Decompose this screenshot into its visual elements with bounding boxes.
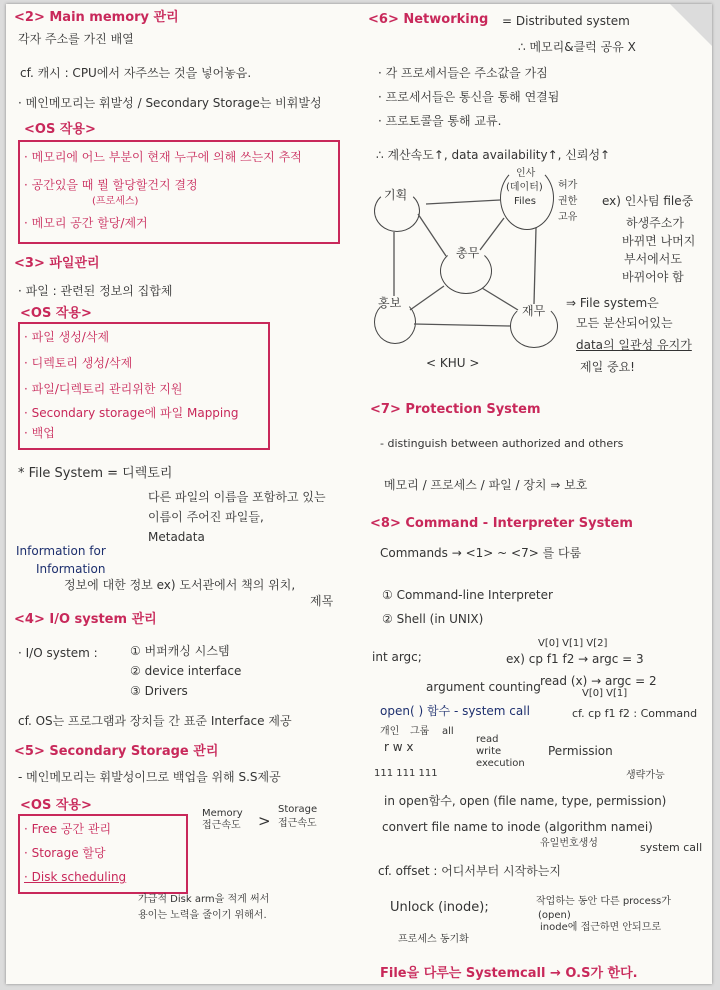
metadata-def-1: Information for — [16, 544, 106, 558]
unlock-note-3: inode에 접근하면 안되므로 — [540, 922, 662, 933]
s2-os-item-2-note: (프로세스) — [92, 196, 139, 207]
example-1: ex) 인사팀 file중 — [602, 194, 694, 208]
speed-compare-sign: > — [258, 812, 271, 830]
section-3-title: <3> 파일관리 — [14, 256, 100, 271]
namei-system-call: system call — [640, 841, 703, 854]
s5-os-item-2: · Storage 할당 — [24, 846, 106, 860]
s6-no-sharing: ∴ 메모리&클럭 공유 X — [518, 40, 636, 54]
metadata-desc-2: 제목 — [310, 594, 334, 608]
notebook-page — [6, 4, 712, 984]
argc-example-1: ex) cp f1 f2 → argc = 3 — [506, 652, 644, 666]
disk-note-1: 가급적 Disk arm을 적게 써서 — [138, 894, 270, 905]
s3-line-1: · 파일 : 관련된 정보의 집합체 — [18, 284, 173, 298]
s2-volatile-note: · 메인메모리는 휘발성 / Secondary Storage는 비휘발성 — [18, 96, 322, 110]
disk-note-2: 용이는 노력을 줄이기 위해서. — [138, 910, 267, 921]
unlock-call: Unlock (inode); — [390, 900, 489, 915]
diagram-caption: < KHU > — [426, 356, 480, 370]
s8-line-2: ① Command-line Interpreter — [382, 588, 553, 602]
perm-execution: execution — [476, 758, 525, 769]
io-system-label: · I/O system : — [18, 646, 98, 660]
s7-line-1: - distinguish between authorized and others — [380, 437, 624, 450]
perm-group: 그룹 — [410, 726, 430, 737]
file-system-def: * File System = 디렉토리 — [18, 466, 173, 481]
fs-conclusion-3: data의 일관성 유지가 — [576, 338, 692, 352]
cp-command-note: cf. cp f1 f2 : Command — [572, 707, 698, 720]
node-finance-label: 재무 — [522, 304, 546, 318]
section-8-title: <8> Command - Interpreter System — [370, 516, 633, 531]
io-item-1: ① 버퍼캐싱 시스템 — [130, 644, 230, 658]
metadata-def-2: Information — [36, 562, 106, 576]
section-2-title: <2> Main memory 관리 — [14, 10, 179, 25]
perm-label-3: 고유 — [558, 212, 578, 223]
fs-conclusion-4: 제일 중요! — [580, 360, 635, 374]
fs-conclusion-2: 모든 분산되어있는 — [576, 316, 673, 330]
argv-indices-top: V[0] V[1] V[2] — [538, 638, 608, 649]
unlock-sub: 프로세스 동기화 — [398, 934, 469, 945]
perm-owner: 개인 — [380, 726, 400, 737]
storage-speed-label: 접근속도 — [278, 818, 317, 829]
example-3: 바뀌면 나머지 — [622, 234, 696, 248]
s3-os-item-3: · 파일/디렉토리 관리위한 지원 — [24, 382, 183, 396]
argv-indices-bottom: V[0] V[1] — [582, 688, 628, 699]
namei-line: convert file name to inode (algorithm namei) — [382, 820, 653, 834]
argc-declaration: int argc; — [372, 650, 422, 664]
s5-os-item-1: · Free 공간 관리 — [24, 822, 112, 836]
open-syscall: open( ) 함수 - system call — [380, 704, 530, 718]
s6-line-2: · 프로세서들은 통신을 통해 연결됨 — [378, 90, 560, 104]
io-item-3: ③ Drivers — [130, 684, 188, 698]
section-4-title: <4> I/O system 관리 — [14, 612, 157, 627]
file-system-desc-2: 이름이 주어진 파일들, — [148, 510, 264, 524]
metadata-desc-1: 정보에 대한 정보 ex) 도서관에서 책의 위치, — [64, 578, 296, 592]
node-hr-data: (데이터) — [506, 182, 543, 193]
section-7-title: <7> Protection System — [370, 402, 541, 417]
open-signature: in open함수, open (file name, type, permission) — [384, 794, 667, 808]
s2-os-item-2: · 공간있을 때 뭘 할당할건지 결정 — [24, 178, 198, 192]
s2-cache-note: cf. 캐시 : CPU에서 자주쓰는 것을 넣어놓음. — [20, 66, 252, 80]
s5-os-item-3: · Disk scheduling — [24, 870, 127, 884]
s2-os-item-3: · 메모리 공간 할당/제거 — [24, 216, 148, 230]
storage-label: Storage — [278, 804, 318, 815]
section-5-title: <5> Secondary Storage 관리 — [14, 744, 219, 759]
s7-line-2: 메모리 / 프로세스 / 파일 / 장치 ⇒ 보호 — [384, 478, 588, 492]
s8-line-1: Commands → <1> ~ <7> 를 다룸 — [380, 546, 582, 560]
example-5: 바뀌어야 함 — [622, 270, 684, 284]
file-system-desc-1: 다른 파일의 이름을 포함하고 있는 — [148, 490, 326, 504]
unlock-note-1: 작업하는 동안 다른 process가 — [536, 896, 671, 907]
footer-note: File을 다루는 Systemcall → O.S가 한다. — [380, 966, 638, 981]
node-hr-label: 인사 — [516, 168, 536, 179]
s3-os-item-2: · 디렉토리 생성/삭제 — [24, 356, 133, 370]
s3-os-title: <OS 작용> — [20, 306, 92, 321]
s2-os-item-1: · 메모리에 어느 부분이 현재 누구에 의해 쓰는지 추적 — [24, 150, 302, 164]
perm-write: write — [476, 746, 502, 757]
perm-read: read — [476, 734, 499, 745]
node-pr-label: 홍보 — [378, 296, 402, 310]
s5-os-title: <OS 작용> — [20, 798, 92, 813]
fs-conclusion-1: ⇒ File system은 — [566, 296, 659, 310]
s5-line-1: - 메인메모리는 휘발성이므로 백업을 위해 S.S제공 — [18, 770, 281, 784]
file-system-desc-3: Metadata — [148, 530, 205, 544]
s3-os-item-4: · Secondary storage에 파일 Mapping — [24, 406, 239, 420]
io-cf-note: cf. OS는 프로그램과 장치들 간 표준 Interface 제공 — [18, 714, 292, 728]
permission-label: Permission — [548, 744, 613, 758]
s8-line-3: ② Shell (in UNIX) — [382, 612, 484, 626]
example-4: 부서에서도 — [624, 252, 682, 266]
memory-label: Memory — [202, 808, 243, 819]
perm-label-1: 허가 — [558, 180, 578, 191]
perm-all: all — [442, 726, 454, 737]
unlock-note-2: (open) — [538, 910, 571, 921]
s3-os-item-1: · 파일 생성/삭제 — [24, 330, 110, 344]
memory-speed-label: 접근속도 — [202, 820, 241, 831]
argument-counting: argument counting — [426, 680, 541, 694]
inode-number-note: 유일번호생성 — [540, 838, 598, 849]
s6-definition: = Distributed system — [502, 14, 630, 28]
s6-line-3: · 프로토콜을 통해 교류. — [378, 114, 502, 128]
perm-rwx: r w x — [384, 740, 414, 754]
argc-example-2: read (x) → argc = 2 — [540, 674, 657, 688]
s6-line-1: · 각 프로세서들은 주소값을 가짐 — [378, 66, 548, 80]
offset-note: cf. offset : 어디서부터 시작하는지 — [378, 864, 561, 878]
node-hr-files: Files — [514, 196, 536, 207]
perm-label-2: 권한 — [558, 196, 578, 207]
section-6-title: <6> Networking — [368, 12, 489, 27]
optional-note: 생략가능 — [626, 770, 665, 781]
node-planning-label: 기획 — [384, 188, 408, 202]
node-general-label: 총무 — [456, 246, 480, 260]
s2-os-title: <OS 작용> — [24, 122, 96, 137]
io-item-2: ② device interface — [130, 664, 242, 678]
s2-line-1: 각자 주소를 가진 배열 — [18, 32, 134, 46]
s3-os-item-5: · 백업 — [24, 426, 55, 440]
example-2: 하생주소가 — [626, 216, 684, 230]
s6-benefits: ∴ 계산속도↑, data availability↑, 신뢰성↑ — [376, 148, 611, 162]
perm-bits: 111 111 111 — [374, 768, 438, 779]
